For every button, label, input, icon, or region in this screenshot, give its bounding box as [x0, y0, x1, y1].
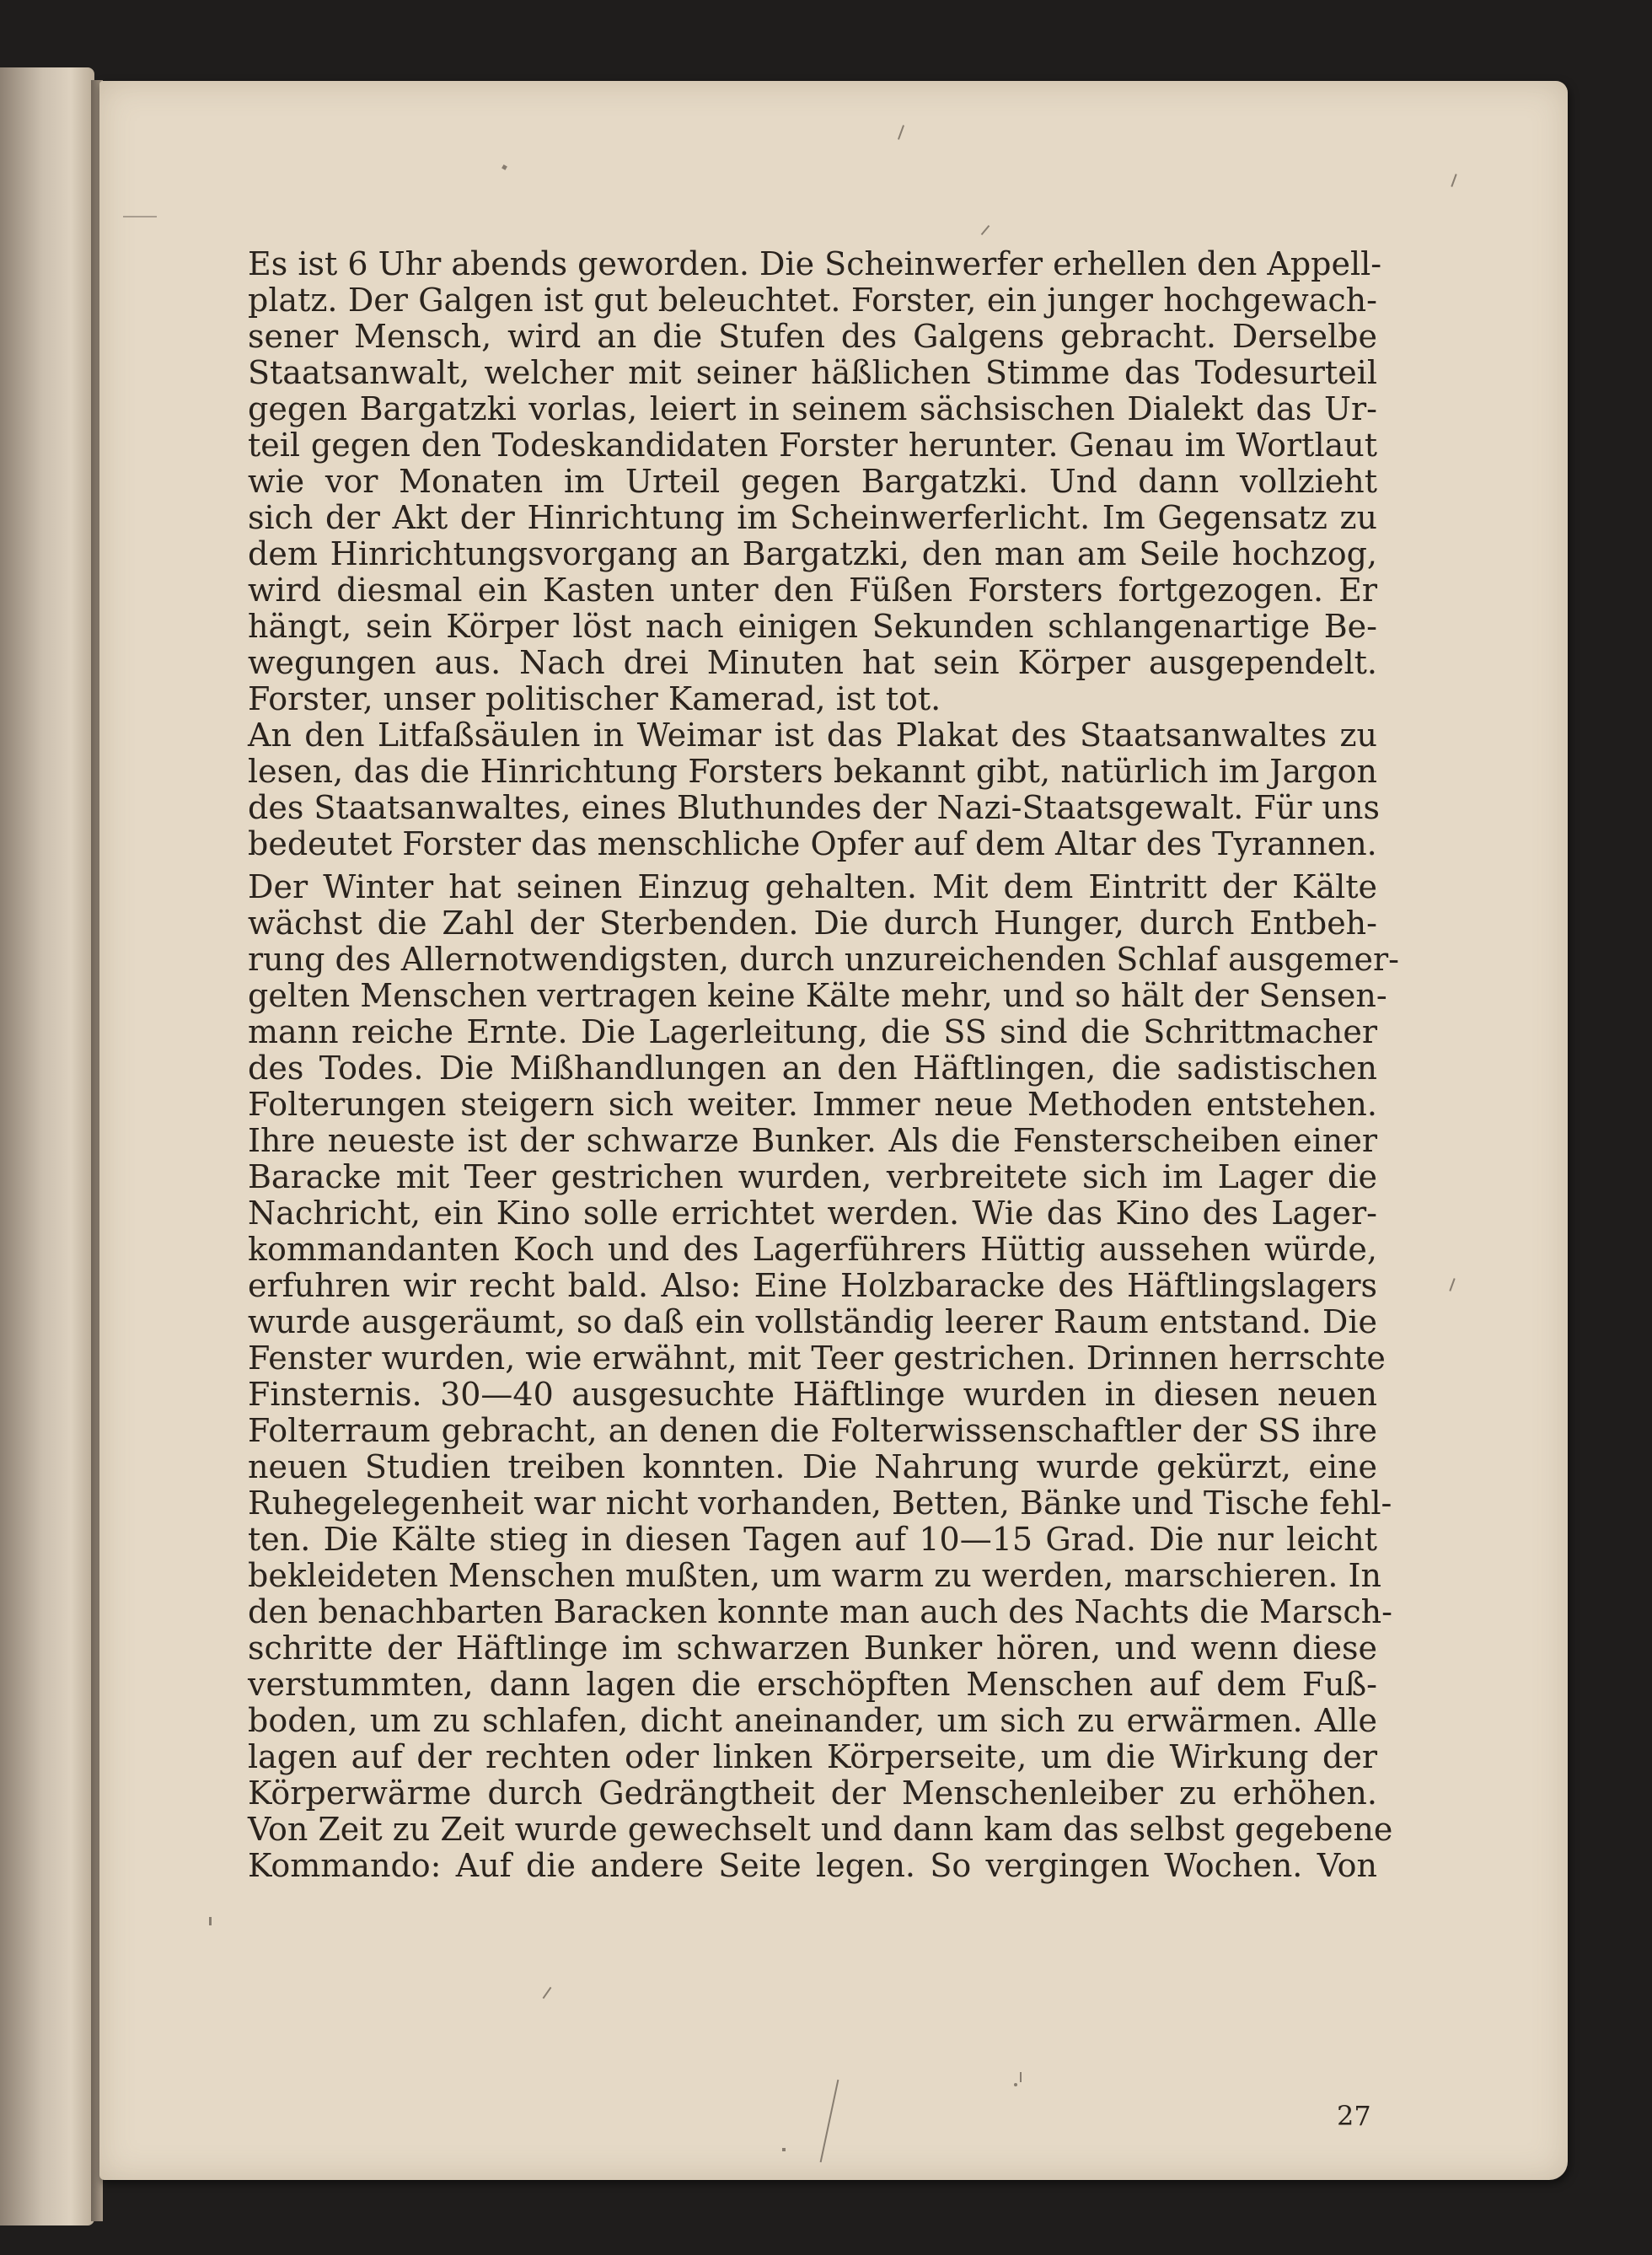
dust-speck [209, 1917, 212, 1925]
text-line: verstummten, dann lagen die erschöpften Menschen auf dem Fuß- [248, 1666, 1377, 1703]
text-line: Folterraum gebracht, an denen die Folterwissenschaftler der SS ihre [248, 1412, 1377, 1449]
text-line: des Todes. Die Mißhandlungen an den Häftlingen, die sadistischen [248, 1050, 1377, 1087]
text-line: schritte der Häftlinge im schwarzen Bunker hören, und wenn diese [248, 1630, 1377, 1667]
page-number: 27 [1337, 2100, 1371, 2132]
text-line: platz. Der Galgen ist gut beleuchtet. Forster, ein junger hochgewach- [248, 282, 1377, 319]
dust-speck [502, 164, 507, 170]
text-line: wie vor Monaten im Urteil gegen Bargatzki. Und dann vollzieht [248, 463, 1377, 500]
text-line: neuen Studien treiben konnten. Die Nahrung wurde gekürzt, eine [248, 1448, 1377, 1485]
text-line: kommandanten Koch und des Lagerführers Hüttig aussehen würde, [248, 1231, 1377, 1268]
text-line: rung des Allernotwendigsten, durch unzureichenden Schlaf ausgemer- [248, 941, 1399, 978]
text-line: lagen auf der rechten oder linken Körperseite, um die Wirkung der [248, 1738, 1377, 1775]
text-line: boden, um zu schlafen, dicht aneinander, um sich zu erwärmen. Alle [248, 1702, 1377, 1739]
text-line: bekleideten Menschen mußten, um warm zu werden, marschieren. In [248, 1557, 1381, 1594]
dust-speck [1451, 174, 1456, 187]
text-line: des Staatsanwaltes, eines Bluthundes der Nazi-Staatsgewalt. Für uns [248, 789, 1380, 826]
text-line: Der Winter hat seinen Einzug gehalten. Mit dem Eintritt der Kälte [248, 868, 1377, 905]
book-page [99, 81, 1568, 2180]
text-line: gegen Bargatzki vorlas, leiert in seinem sächsischen Dialekt das Ur- [248, 390, 1377, 427]
dust-speck [820, 2080, 839, 2162]
paragraph-2 [248, 717, 1380, 862]
text-line: sich der Akt der Hinrichtung im Scheinwerferlicht. Im Gegensatz zu [248, 499, 1377, 536]
text-line: Ihre neueste ist der schwarze Bunker. Als die Fensterscheiben einer [248, 1122, 1377, 1159]
text-line: Ruhegelegenheit war nicht vorhanden, Betten, Bänke und Tische fehl- [248, 1485, 1392, 1522]
text-line: mann reiche Ernte. Die Lagerleitung, die SS sind die Schrittmacher [248, 1013, 1377, 1050]
text-line: Kommando: Auf die andere Seite legen. So vergingen Wochen. Von [248, 1847, 1377, 1884]
text-line: wurde ausgeräumt, so daß ein vollständig leerer Raum entstand. Die [248, 1303, 1377, 1340]
dust-speck [981, 225, 990, 235]
text-line: gelten Menschen vertragen keine Kälte mehr, und so hält der Sensen- [248, 977, 1387, 1014]
text-line: teil gegen den Todeskandidaten Forster herunter. Genau im Wortlaut [248, 427, 1377, 464]
dust-speck [123, 216, 157, 217]
dust-speck [1449, 1278, 1455, 1291]
text-line: dem Hinrichtungsvorgang an Bargatzki, den man am Seile hochzog, [248, 535, 1377, 572]
text-line: Es ist 6 Uhr abends geworden. Die Scheinwerfer erhellen den Appell- [248, 245, 1382, 282]
text-line: Körperwärme durch Gedrängtheit der Menschenleiber zu erhöhen. [248, 1774, 1377, 1812]
text-line: wegungen aus. Nach drei Minuten hat sein Körper ausgependelt. [248, 644, 1377, 681]
text-line: wächst die Zahl der Sterbenden. Die durch Hunger, durch Entbeh- [248, 905, 1377, 942]
text-line: hängt, sein Körper löst nach einigen Sekunden schlangenartige Be- [248, 608, 1377, 645]
text-line: Finsternis. 30—40 ausgesuchte Häftlinge wurden in diesen neuen [248, 1376, 1377, 1413]
text-line: Forster, unser politischer Kamerad, ist tot. [248, 680, 941, 717]
text-line: Folterungen steigern sich weiter. Immer neue Methoden entstehen. [248, 1086, 1377, 1123]
text-line: wird diesmal ein Kasten unter den Füßen Forsters fortgezogen. Er [248, 572, 1377, 609]
text-line: Von Zeit zu Zeit wurde gewechselt und dann kam das selbst gegebene [248, 1811, 1393, 1848]
left-page-edge [0, 67, 94, 2225]
text-line: An den Litfaßsäulen in Weimar ist das Plakat des Staatsanwaltes zu [248, 717, 1377, 754]
text-line: Nachricht, ein Kino solle errichtet werden. Wie das Kino des Lager- [248, 1195, 1377, 1232]
paragraph-1 [248, 245, 1382, 717]
text-line: sener Mensch, wird an die Stufen des Galgens gebracht. Derselbe [248, 318, 1377, 355]
text-line: bedeutet Forster das menschliche Opfer auf dem Altar des Tyrannen. [248, 825, 1377, 862]
dust-speck [1020, 2072, 1022, 2082]
text-line: lesen, das die Hinrichtung Forsters bekannt gibt, natürlich im Jargon [248, 753, 1377, 790]
text-line: Fenster wurden, wie erwähnt, mit Teer gestrichen. Drinnen herrschte [248, 1340, 1386, 1377]
dust-speck [543, 1987, 552, 1999]
text-line: Baracke mit Teer gestrichen wurden, verbreitete sich im Lager die [248, 1158, 1377, 1195]
paragraph-3 [248, 868, 1399, 1884]
text-line: Staatsanwalt, welcher mit seiner häßlichen Stimme das Todesurteil [248, 354, 1377, 391]
dust-speck [1014, 2083, 1017, 2086]
text-line: den benachbarten Baracken konnte man auch des Nachts die Marsch- [248, 1593, 1392, 1630]
dust-speck [898, 125, 904, 140]
text-line: ten. Die Kälte stieg in diesen Tagen auf 10—15 Grad. Die nur leicht [248, 1521, 1377, 1558]
dust-speck [782, 2148, 786, 2151]
body-text [248, 245, 1399, 1884]
text-line: erfuhren wir recht bald. Also: Eine Holzbaracke des Häftlingslagers [248, 1267, 1377, 1304]
